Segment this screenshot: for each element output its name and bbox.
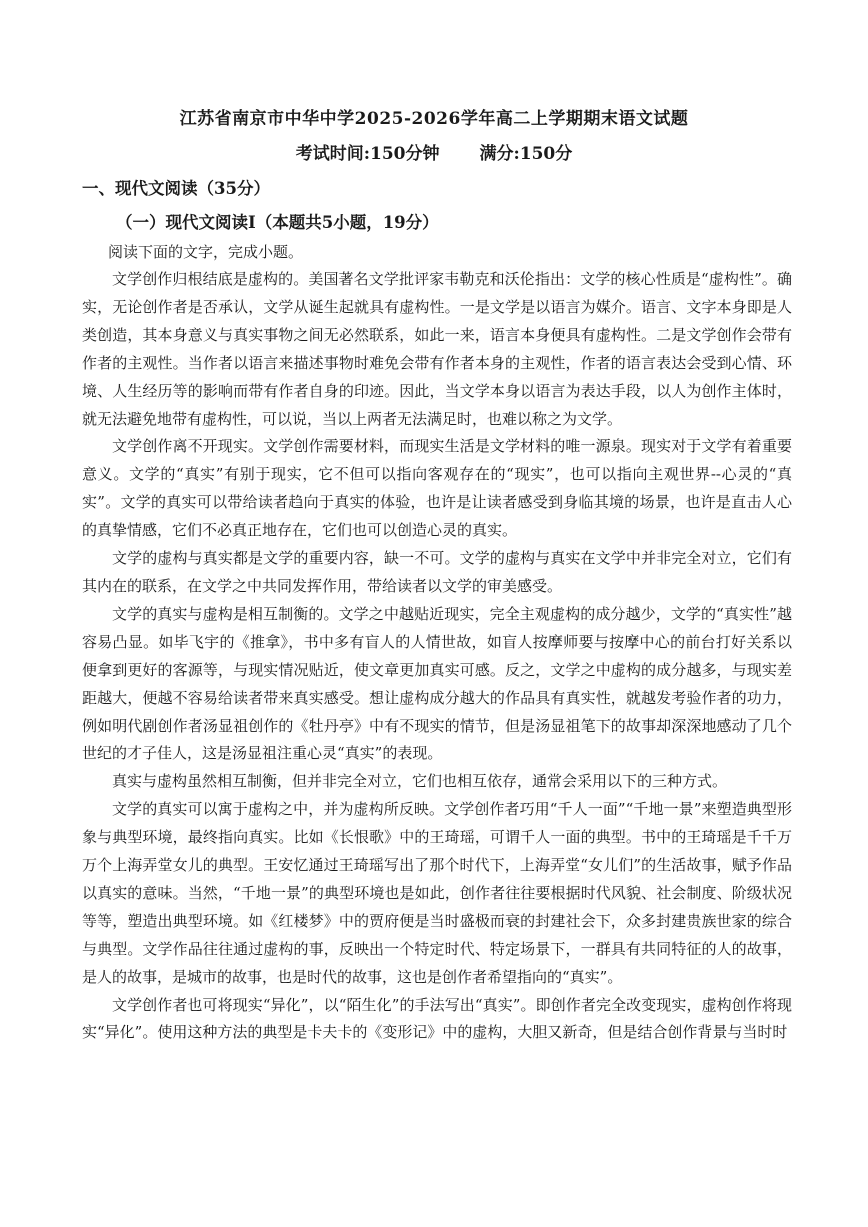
- paragraph: 文学的真实与虚构是相互制衡的。文学之中越贴近现实，完全主观虚构的成分越少，文学的“真实性”越容易凸显。如毕飞宇的《推拿》，书中多有盲人的人情世故，如盲人按摩师要与按摩中心的前台打好关系以便拿到更好的客源等，与现实情况贴近，使文章更加真实可感。反之，文学之中虚构的成分越多，与现实差距越大，便越不容易给读者带来真实感受。想让虚构成分越大的作品具有真实性，就越发考验作者的功力，例如明代剧创作者汤显祖创作的《牡丹亭》中有不现实的情节，但是汤显祖笔下的故事却深深地感动了几个世纪的才子佳人，这是汤显祖注重心灵“真实”的表现。: [82, 604, 792, 763]
- reading-instruction: 阅读下面的文字，完成小题。: [108, 243, 304, 261]
- paragraph: 真实与虚构虽然相互制衡，但并非完全对立，它们也相互依存，通常会采用以下的三种方式。: [112, 772, 728, 791]
- paragraph: 文学创作归根结底是虚构的。美国著名文学批评家韦勒克和沃伦指出：文学的核心性质是“虚构性”。确实，无论创作者是否承认，文学从诞生起就具有虚构性。一是文学是以语言为媒介。语言、文字本身即是人类创造，其本身意义与真实事物之间无必然联系，如此一来，语言本身便具有虚构性。二是文学创作会带有作者的主观性。当作者以语言来描述事物时难免会带有作者本身的主观性，作者的语言表达会受到心情、环境、人生经历等的影响而带有作者自身的印迹。因此，当文学本身以语言为表达手段，以人为创作主体时，就无法避免地带有虚构性，可以说，当以上两者无法满足时，也难以称之为文学。: [82, 270, 792, 428]
- section-heading: 一、现代文阅读（35分）: [82, 179, 270, 198]
- exam-time: 考试时间:150分钟: [295, 144, 440, 164]
- paragraph: 文学的真实可以寓于虚构之中，并为虚构所反映。文学创作者巧用“千人一面”“千地一景”来塑造典型形象与典型环境，最终指向真实。比如《长恨歌》中的王琦瑶，可谓千人一面的典型。书中的王琦瑶是千千万万个上海弄堂女儿的典型。王安忆通过王琦瑶写出了那个时代下，上海弄堂“女儿们”的生活故事，赋予作品以真实的意味。当然，“千地一景”的典型环境也是如此，创作者往往要根据时代风貌、社会制度、阶级状况等等，塑造出典型环境。如《红楼梦》中的贾府便是当时盛极而衰的封建社会下，众多封建贵族世家的综合与典型。文学作品往往通过虚构的事，反映出一个特定时代、特定场景下，一群具有共同特征的人的故事，是人的故事，是城市的故事，也是时代的故事，这也是创作者希望指向的“真实”。: [82, 800, 792, 986]
- full-score: 满分:150分: [479, 144, 573, 164]
- paragraph: 文学的虚构与真实都是文学的重要内容，缺一不可。文学的虚构与真实在文学中并非完全对立，它们有其内在的联系，在文学之中共同发挥作用，带给读者以文学的审美感受。: [82, 549, 792, 595]
- paragraph: 文学创作者也可将现实“异化”，以“陌生化”的手法写出“真实”。即创作者完全改变现实，虚构创作将现实“异化”。使用这种方法的典型是卡夫卡的《变形记》中的虚构，大胆又新奇，但是结合创作背景与当时时: [82, 995, 792, 1042]
- paragraph: 文学创作离不开现实。文学创作需要材料，而现实生活是文学材料的唯一源泉。现实对于文学有着重要意义。文学的“真实”有别于现实，它不但可以指向客观存在的“现实”，也可以指向主观世界--心灵的“真实”。文学的真实可以带给读者趋向于真实的体验，也许是让读者感受到身临其境的场景，也许是直击人心的真挚情感，它们不必真正地存在，它们也可以创造心灵的真实。: [82, 437, 792, 540]
- exam-info: [0, 139, 868, 164]
- document-title: 江苏省南京市中华中学2025-2026学年高二上学期期末语文试题: [179, 109, 689, 129]
- passage-body: [82, 266, 792, 1047]
- subsection-heading: （一）现代文阅读Ⅰ（本题共5小题，19分）: [116, 213, 439, 232]
